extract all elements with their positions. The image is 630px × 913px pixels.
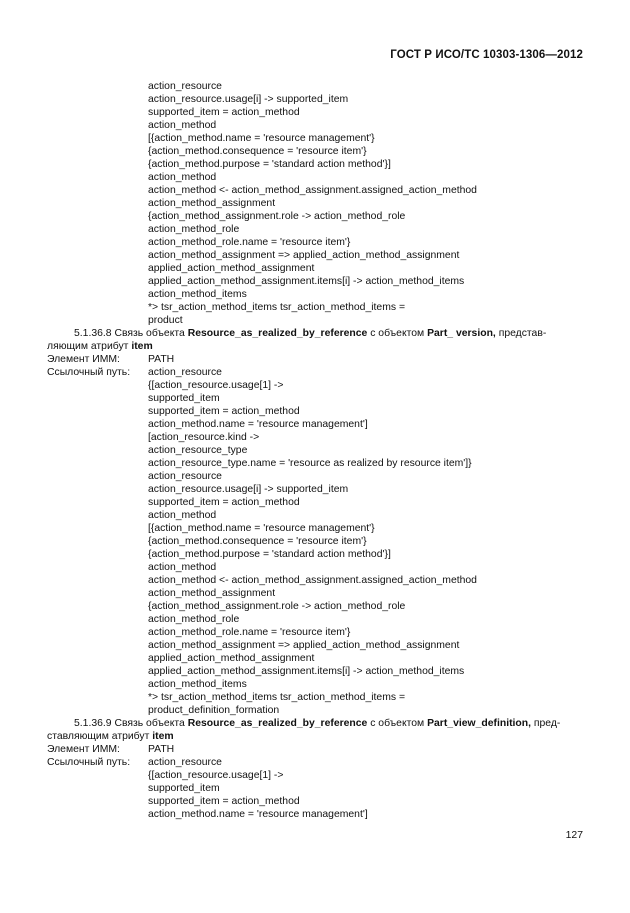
path-line: *> tsr_action_method_items tsr_action_method_items = (148, 302, 406, 313)
section-suffix: пред- (533, 718, 561, 729)
section-middle: с объектом (370, 718, 425, 729)
element-label: Элемент ИММ: (47, 744, 120, 755)
path-line: action_method.name = 'resource management'] (148, 809, 368, 820)
path-line: action_method_items (148, 289, 247, 300)
path-line: action_method_assignment (148, 588, 276, 599)
section-prefix: Связь объекта (114, 328, 185, 339)
section-prefix: Связь объекта (114, 718, 185, 729)
attribute-name: item (131, 341, 153, 352)
path-line: {action_method_assignment.role -> action_method_role (148, 211, 406, 222)
path-line: {action_method.consequence = 'resource item'} (148, 146, 367, 157)
path-line: action_method_assignment (148, 198, 276, 209)
path-line: {[action_resource.usage[1] -> (148, 380, 284, 391)
path-line: {action_method.consequence = 'resource item'} (148, 536, 367, 547)
path-line: action_resource (148, 471, 222, 482)
path-line: supported_item = action_method (148, 497, 300, 508)
path-line: applied_action_method_assignment (148, 263, 315, 274)
path-line: action_resource (148, 367, 222, 378)
path-line: *> tsr_action_method_items tsr_action_method_items = (148, 692, 406, 703)
path-line: supported_item (148, 783, 220, 794)
path-line: action_method (148, 172, 217, 183)
reference-path-label: Ссылочный путь: (47, 367, 131, 378)
path-line: action_resource.usage[i] -> supported_item (148, 484, 349, 495)
path-line: applied_action_method_assignment.items[i] -> action_method_items (148, 276, 465, 287)
attribute-name: item (152, 731, 174, 742)
element-value: PATH (148, 744, 175, 755)
path-line: {[action_resource.usage[1] -> (148, 770, 284, 781)
path-line: action_method_role (148, 224, 240, 235)
path-line: action_resource (148, 81, 222, 92)
continuation-text: ставляющим атрибут (47, 731, 150, 742)
target-entity: Part_view_definition, (427, 718, 532, 729)
path-line: action_method_items (148, 679, 247, 690)
path-line: {action_method.purpose = 'standard action method'}] (148, 159, 391, 170)
section-heading-5-1-36-9 (74, 717, 560, 730)
path-line: {action_method_assignment.role -> action_method_role (148, 601, 406, 612)
path-line: applied_action_method_assignment.items[i] -> action_method_items (148, 666, 465, 677)
path-line: action_method_role (148, 614, 240, 625)
path-line: action_method (148, 510, 217, 521)
path-line: action_method_assignment => applied_action_method_assignment (148, 640, 460, 651)
page-number: 127 (565, 830, 583, 841)
element-value: PATH (148, 354, 175, 365)
entity-name: Resource_as_realized_by_reference (187, 328, 368, 339)
path-line: action_method (148, 120, 217, 131)
reference-path-label: Ссылочный путь: (47, 757, 131, 768)
entity-name: Resource_as_realized_by_reference (187, 718, 368, 729)
path-line: action_method.name = 'resource management'] (148, 419, 368, 430)
path-line: action_method_role.name = 'resource item'} (148, 627, 351, 638)
section-suffix: представ- (498, 328, 547, 339)
path-line: supported_item = action_method (148, 107, 300, 118)
path-line: supported_item = action_method (148, 406, 300, 417)
path-line: [action_resource.kind -> (148, 432, 260, 443)
element-label: Элемент ИММ: (47, 354, 120, 365)
section-number: 5.1.36.8 (74, 328, 112, 339)
path-line: product (148, 315, 183, 326)
path-line: product_definition_formation (148, 705, 280, 716)
path-line: action_method_assignment => applied_action_method_assignment (148, 250, 460, 261)
path-line: supported_item (148, 393, 220, 404)
path-line: [{action_method.name = 'resource management'} (148, 133, 375, 144)
section-number: 5.1.36.9 (74, 718, 112, 729)
section-middle: с объектом (370, 328, 425, 339)
path-line: action_resource_type (148, 445, 248, 456)
path-line: action_resource.usage[i] -> supported_item (148, 94, 349, 105)
continuation-text: ляющим атрибут (47, 341, 129, 352)
path-line: applied_action_method_assignment (148, 653, 315, 664)
path-line: action_method <- action_method_assignment.assigned_action_method (148, 185, 477, 196)
path-line: action_resource_type.name = 'resource as realized by resource item']} (148, 458, 472, 469)
path-line: action_method_role.name = 'resource item'} (148, 237, 351, 248)
path-line: [{action_method.name = 'resource management'} (148, 523, 375, 534)
path-line: supported_item = action_method (148, 796, 300, 807)
target-entity: Part_ version, (427, 328, 496, 339)
section-continuation (47, 340, 153, 353)
path-line: action_method <- action_method_assignment.assigned_action_method (148, 575, 477, 586)
section-continuation (47, 730, 174, 743)
path-line: action_resource (148, 757, 222, 768)
section-heading-5-1-36-8 (74, 327, 546, 340)
document-header: ГОСТ Р ИСО/ТС 10303-1306—2012 (390, 49, 583, 61)
path-line: {action_method.purpose = 'standard action method'}] (148, 549, 391, 560)
path-line: action_method (148, 562, 217, 573)
